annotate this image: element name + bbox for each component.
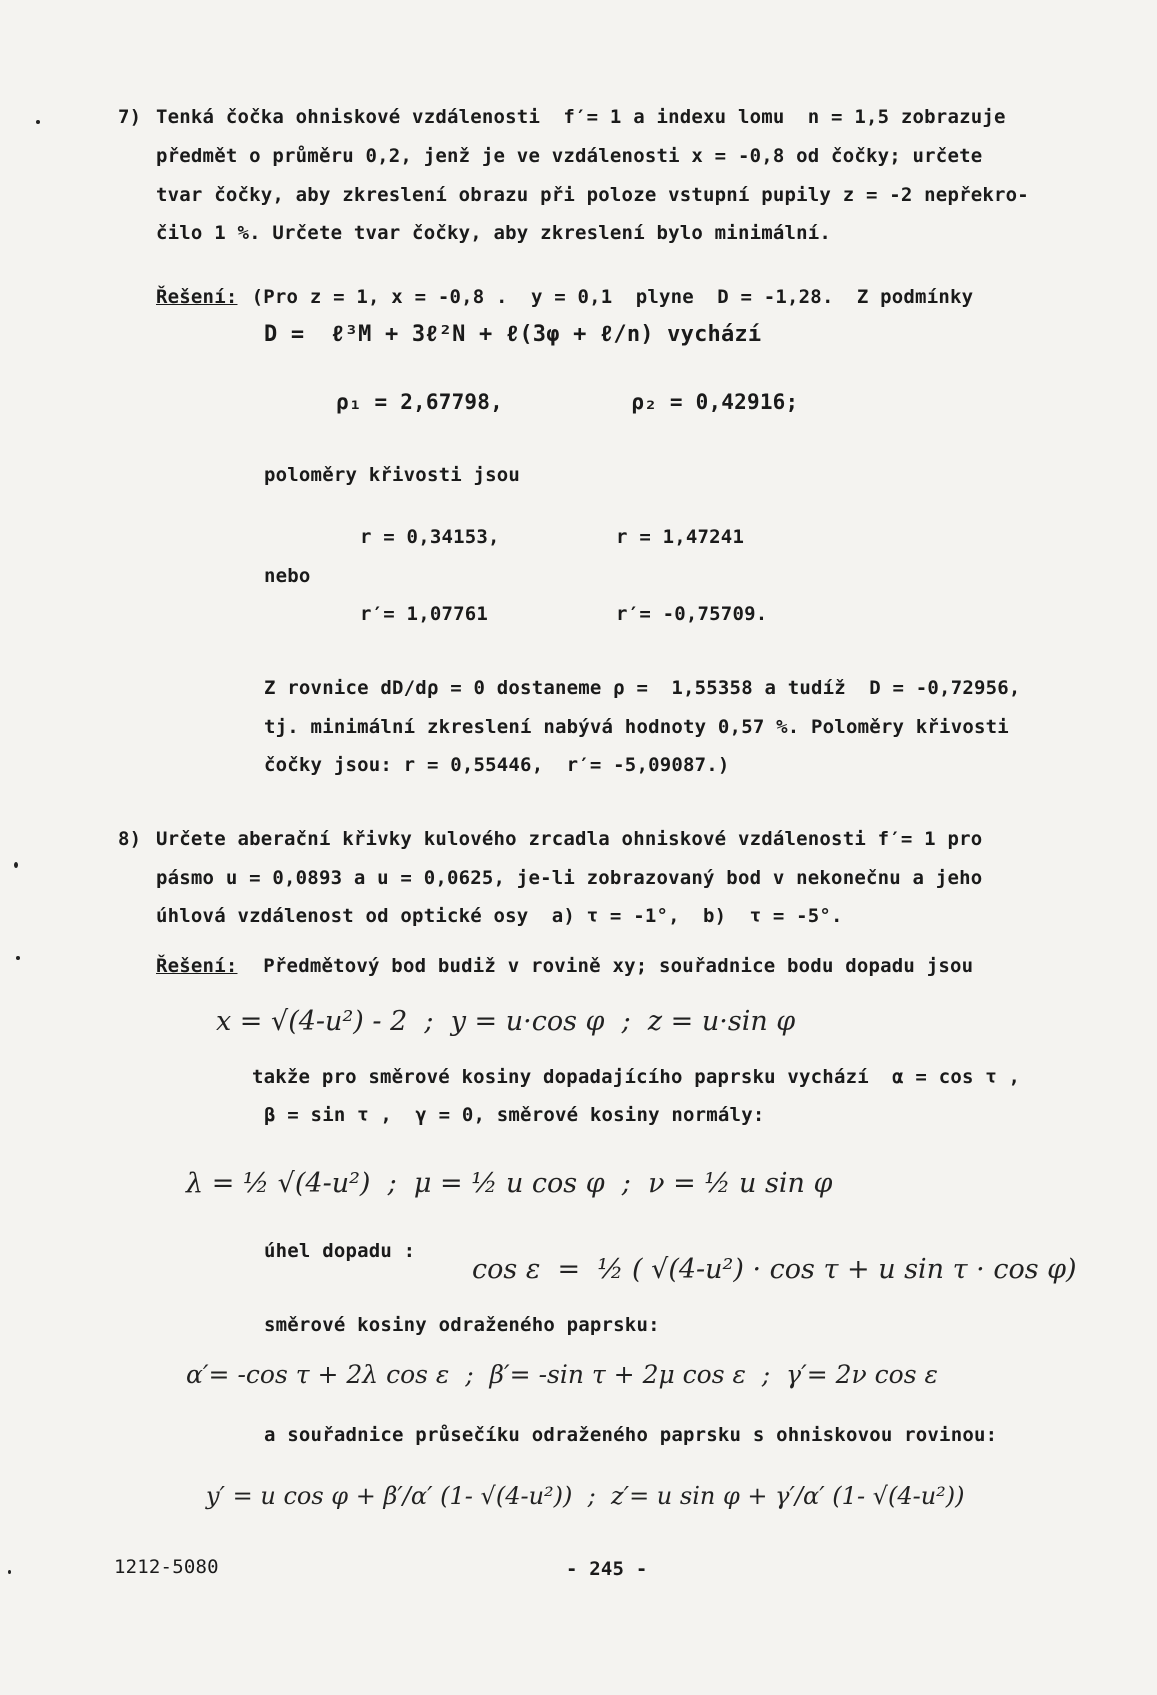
problem-8-line-3: úhlová vzdálenost od optické osy a) τ = -1°, b) τ = -5°. xyxy=(156,905,843,927)
problem-8-angle-label: úhel dopadu : xyxy=(264,1240,416,1262)
problem-7-deriv-line: Z rovnice dD/dρ = 0 dostaneme ρ = 1,55358 a tudíž D = -0,72956, xyxy=(264,677,1021,699)
problem-7-radii-label: poloměry křivosti jsou xyxy=(264,464,521,486)
problem-7-line-1: Tenká čočka ohniskové vzdálenosti f′= 1 a indexu lomu n = 1,5 zobrazuje xyxy=(156,106,1006,128)
problem-7-solution-label: Řešení: xyxy=(156,286,238,308)
problem-7-nebo: nebo xyxy=(264,565,311,587)
equation-angle: cos ε = ½ ( √(4-u²) · cos τ + u sin τ · cos φ) xyxy=(472,1254,1077,1285)
problem-8-number: 8) xyxy=(118,828,142,850)
problem-8-line-2: pásmo u = 0,0893 a u = 0,0625, je-li zobrazovaný bod v nekonečnu a jeho xyxy=(156,867,983,889)
problem-8-cosines-text-2: β = sin τ , γ = 0, směrové kosiny normály: xyxy=(264,1104,765,1126)
equation-xyz: x = √(4-u²) - 2 ; y = u·cos φ ; z = u·sin φ xyxy=(216,1006,796,1037)
problem-8-solution-line-1: Předmětový bod budiž v rovině xy; souřadnice bodu dopadu jsou xyxy=(240,955,974,977)
scan-speck xyxy=(14,862,18,868)
equation-intersection: y′ = u cos φ + β′/α′ (1- √(4-u²)) ; z′= u sin φ + γ′/α′ (1- √(4-u²)) xyxy=(206,1482,965,1510)
problem-7-number: 7) xyxy=(118,106,142,128)
scan-speck xyxy=(8,1570,11,1574)
problem-8-reflected-label: směrové kosiny odraženého paprsku: xyxy=(264,1314,660,1336)
scan-speck xyxy=(16,956,20,960)
problem-7-formula-D: D = ℓ³M + 3ℓ²N + ℓ(3φ + ℓ/n) vychází xyxy=(264,322,762,347)
equation-reflected: α′= -cos τ + 2λ cos ε ; β′= -sin τ + 2μ cos ε ; γ′= 2ν cos ε xyxy=(186,1360,938,1389)
problem-8-cosines-text-1: takže pro směrové kosiny dopadajícího paprsku vychází α = cos τ , xyxy=(252,1066,1021,1088)
footer-code: 1212-5080 xyxy=(114,1556,219,1578)
problem-7-rho-values: ρ₁ = 2,67798, ρ₂ = 0,42916; xyxy=(336,390,799,414)
problem-7-solution-line-1: (Pro z = 1, x = -0,8 . y = 0,1 plyne D = -1,28. Z podmínky xyxy=(240,286,974,308)
problem-7-r-line-1: r = 0,34153, r = 1,47241 xyxy=(360,526,745,548)
scan-speck xyxy=(36,120,40,124)
problem-8-intersection-label: a souřadnice průsečíku odraženého paprsku s ohniskovou rovinou: xyxy=(264,1424,998,1446)
problem-8-solution-label: Řešení: xyxy=(156,955,238,977)
equation-normals: λ = ½ √(4-u²) ; μ = ½ u cos φ ; ν = ½ u sin φ xyxy=(186,1168,833,1199)
problem-7-min-line: tj. minimální zkreslení nabývá hodnoty 0,57 %. Poloměry křivosti xyxy=(264,716,1009,738)
problem-7-final-line: čočky jsou: r = 0,55446, r′= -5,09087.) xyxy=(264,754,730,776)
problem-8-line-1: Určete aberační křivky kulového zrcadla ohniskové vzdálenosti f′= 1 pro xyxy=(156,828,983,850)
problem-7-line-3: tvar čočky, aby zkreslení obrazu při poloze vstupní pupily z = -2 nepřekro- xyxy=(156,184,1029,206)
problem-7-line-2: předmět o průměru 0,2, jenž je ve vzdálenosti x = -0,8 od čočky; určete xyxy=(156,145,983,167)
problem-7-line-4: čilo 1 %. Určete tvar čočky, aby zkreslení bylo minimální. xyxy=(156,222,832,244)
footer-page-number: - 245 - xyxy=(566,1558,648,1580)
problem-7-r-line-2: r′= 1,07761 r′= -0,75709. xyxy=(360,603,768,625)
